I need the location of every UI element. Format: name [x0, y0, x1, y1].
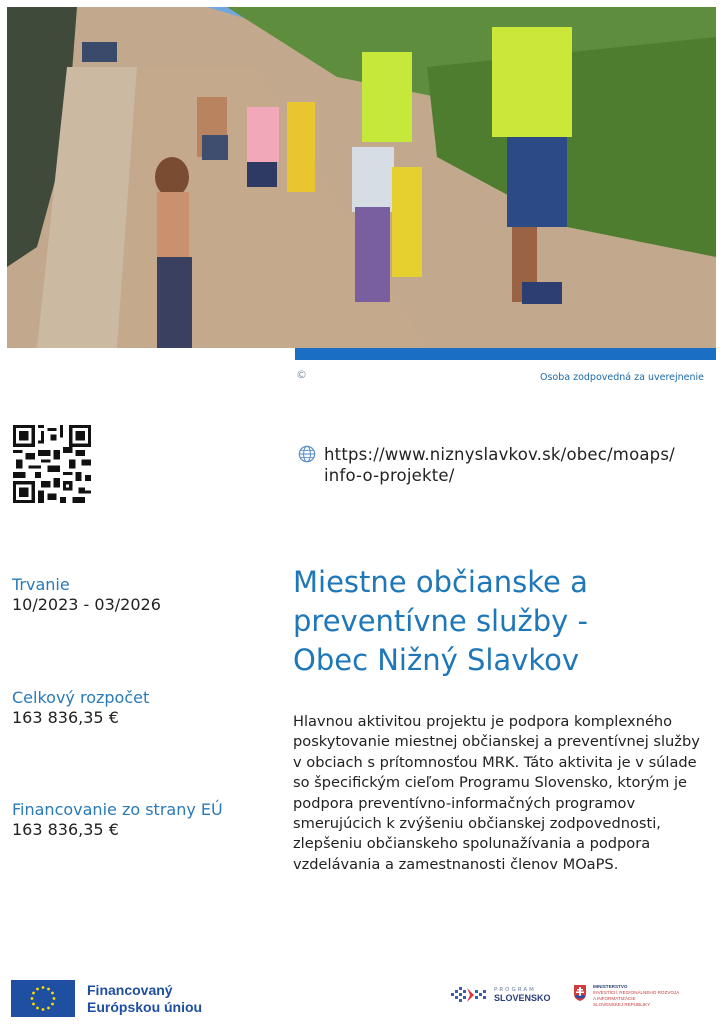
project-url[interactable]	[324, 444, 675, 486]
meta-total-budget	[12, 688, 149, 728]
url-line-1: https://www.niznyslavkov.sk/obec/moaps/	[324, 445, 675, 464]
eu-funding-value: 163 836,35 €	[12, 820, 119, 839]
title-line-3: Obec Nižný Slavkov	[293, 643, 580, 677]
globe-icon	[298, 445, 316, 463]
duration-label: Trvanie	[12, 575, 70, 594]
project-photo	[7, 7, 716, 348]
total-budget-label: Celkový rozpočet	[12, 688, 150, 707]
total-budget-value: 163 836,35 €	[12, 708, 119, 727]
meta-duration	[12, 575, 161, 615]
program-slovensko-logo	[450, 985, 551, 1005]
program-slovensko-icon	[450, 985, 490, 1005]
accent-bar	[295, 348, 716, 360]
ministry-line-3: A INFORMATIZÁCIE	[593, 996, 636, 1001]
eu-funding-label: Financovanie zo strany EÚ	[12, 800, 223, 819]
copyright-symbol: ©	[296, 368, 307, 381]
photo-illustration	[7, 7, 716, 348]
title-line-1: Miestne občianske a	[293, 565, 588, 599]
project-link[interactable]	[298, 444, 675, 486]
project-title	[293, 563, 703, 680]
eu-text-line-2: Európskou úniou	[87, 998, 203, 1015]
eu-text-line-1: Financovaný	[87, 981, 173, 998]
ministry-line-4: SLOVENSKEJ REPUBLIKY	[593, 1002, 651, 1007]
ministry-text	[593, 984, 679, 1008]
project-description: Hlavnou aktivitou projektu je podpora komplexného poskytovanie miestnej občianskej a preventívnej služby v obciach s prítomnosťou MRK. Táto aktivita je v súlade so špecifickým cieľom Programu Slovensko, ktorým je podpora preventívno-informačných programov smerujúcich k zvýšeniu občianskej zodpovednosti, zlepšeniu občianskeho spolunažívania a podpora vzdelávania a zamestnanosti členov MOaPS.	[293, 713, 700, 873]
slovensko-label: SLOVENSKO	[494, 993, 551, 1003]
qr-code-icon[interactable]	[13, 425, 91, 503]
slovak-coat-of-arms-icon	[573, 984, 587, 1002]
program-label: PROGRAM	[494, 987, 536, 993]
ministry-line-1: MINISTERSTVO	[593, 984, 628, 989]
ministry-logo	[573, 984, 679, 1008]
url-line-2: info-o-projekte/	[324, 466, 455, 485]
title-line-2: preventívne služby -	[293, 604, 588, 638]
responsible-person-label: Osoba zodpovedná za uverejnenie	[539, 372, 704, 383]
eu-flag-icon	[11, 980, 75, 1017]
eu-funding-text	[87, 982, 202, 1016]
duration-value: 10/2023 - 03/2026	[12, 595, 161, 614]
eu-funding-logo	[11, 980, 202, 1017]
ministry-line-2: INVESTÍCIÍ, REGIONÁLNEHO ROZVOJA	[593, 990, 680, 995]
program-slovensko-text	[494, 987, 551, 1003]
meta-eu-funding	[12, 800, 223, 840]
